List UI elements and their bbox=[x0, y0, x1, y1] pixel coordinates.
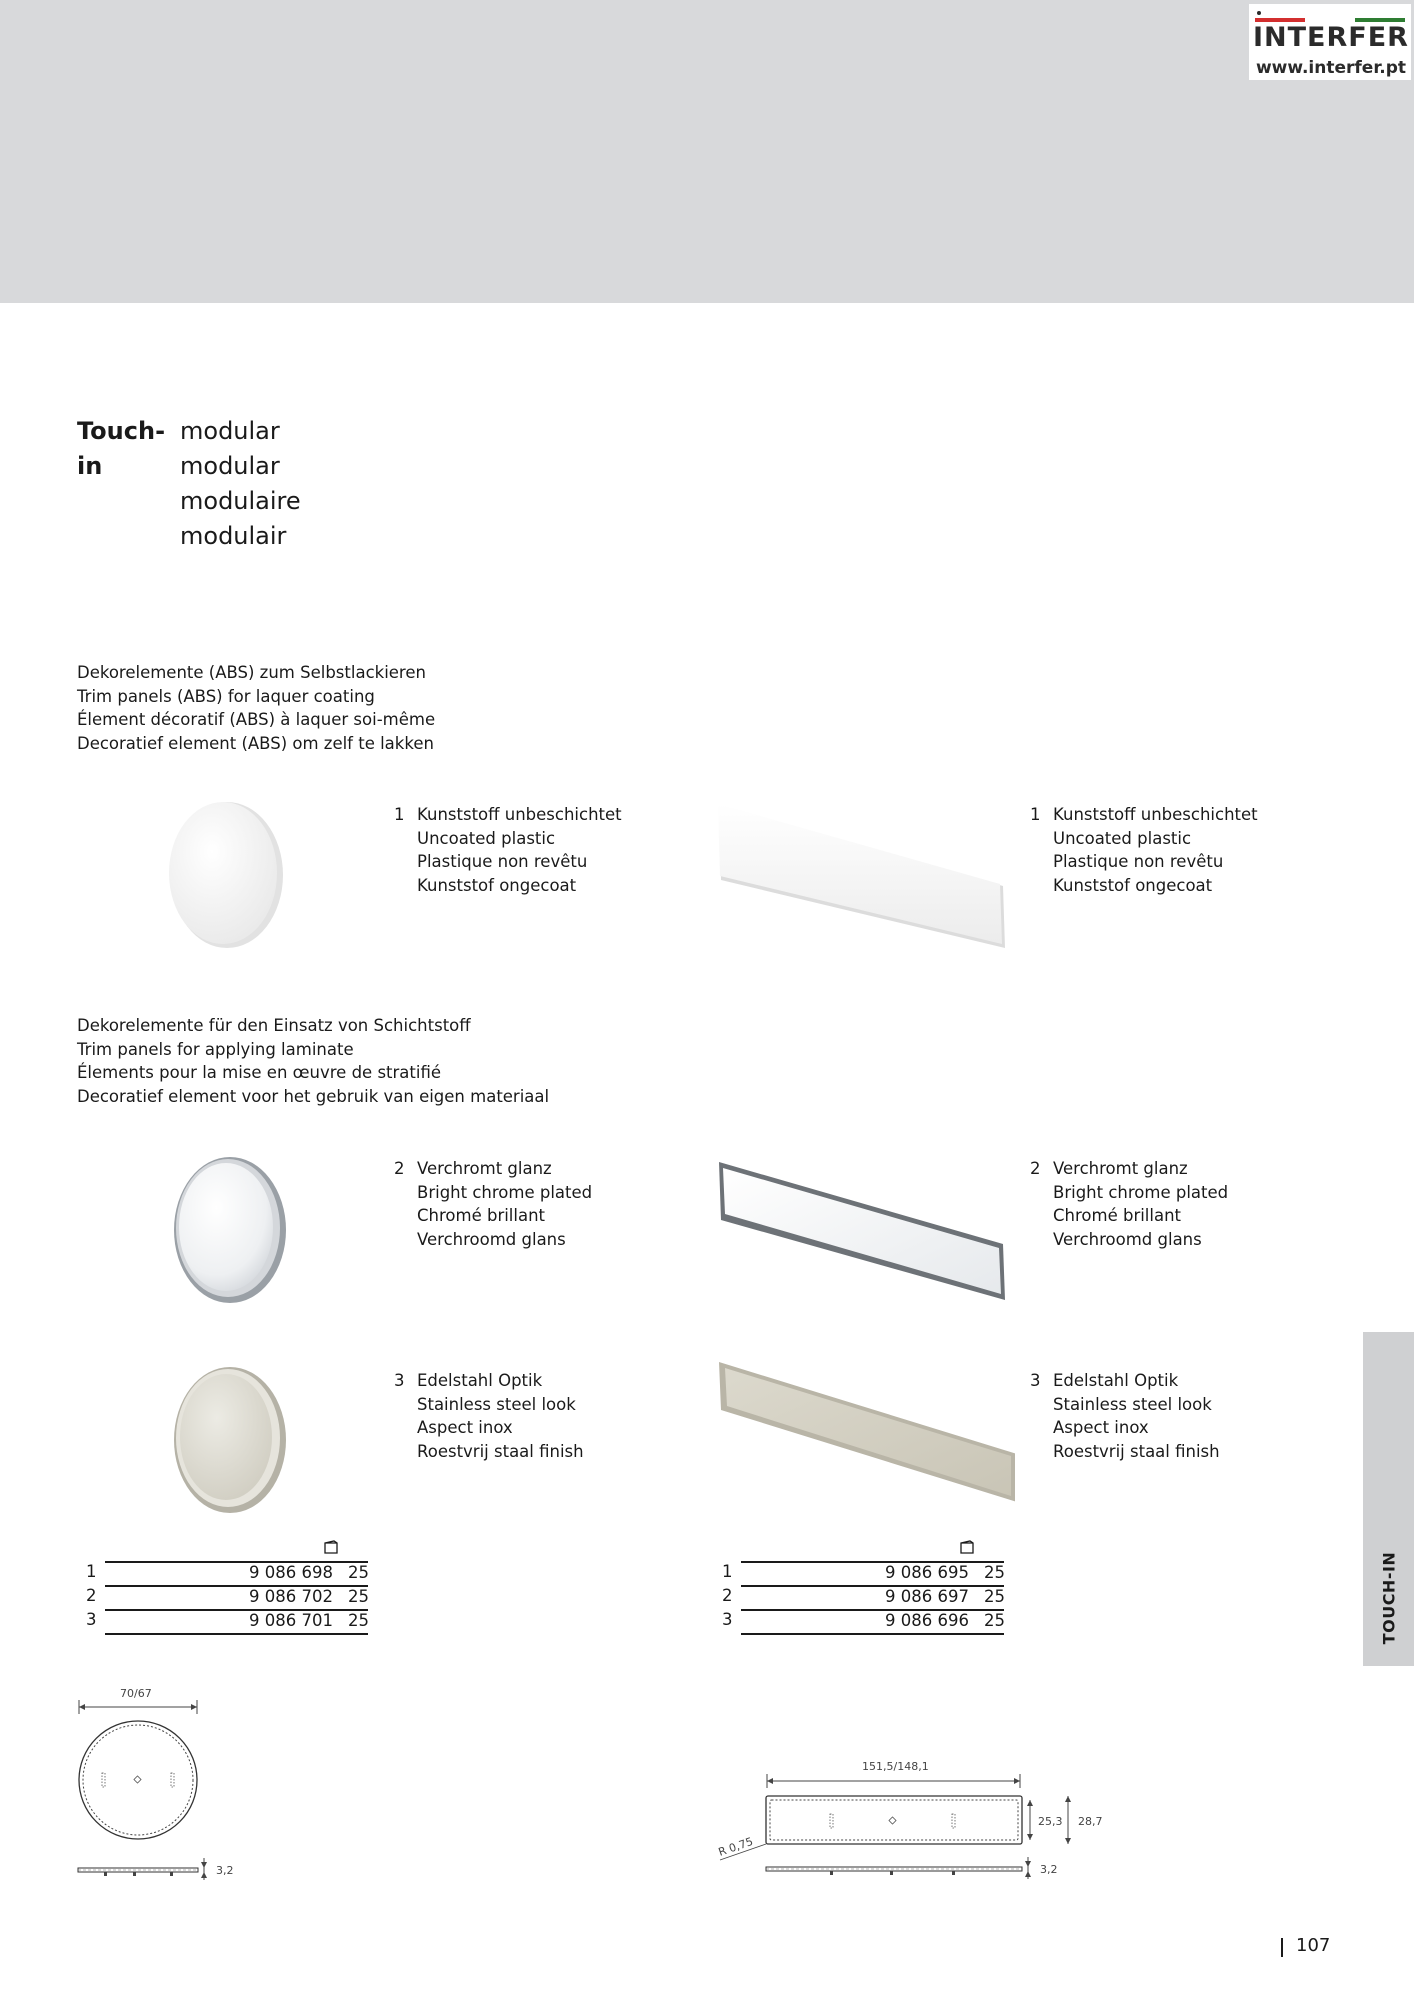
diameter-label: 70/67 bbox=[120, 1687, 152, 1700]
variant-line: Verchromt glanz bbox=[1053, 1159, 1188, 1178]
package-qty: 25 bbox=[348, 1611, 369, 1630]
radius-label: R 0,75 bbox=[716, 1834, 755, 1859]
table-row bbox=[714, 1609, 1004, 1633]
thickness-label: 3,2 bbox=[216, 1864, 234, 1877]
table-row bbox=[714, 1561, 1004, 1585]
side-tab-label: TOUCH-IN bbox=[1379, 1551, 1398, 1645]
round-chrome-image bbox=[160, 1150, 300, 1310]
package-qty: 25 bbox=[984, 1611, 1005, 1630]
variant-line: Roestvrij staal finish bbox=[417, 1442, 584, 1462]
variant-line: Kunststoff unbeschichtet bbox=[417, 805, 622, 824]
variant-line: Uncoated plastic bbox=[1053, 828, 1192, 848]
row-index: 2 bbox=[86, 1586, 97, 1605]
package-icon bbox=[959, 1538, 975, 1554]
article-number: 9 086 697 bbox=[885, 1587, 969, 1606]
round-technical-drawing bbox=[70, 1680, 250, 1885]
table-row bbox=[78, 1561, 368, 1585]
rect-chrome-image bbox=[715, 1158, 1015, 1310]
title-line: modulair bbox=[180, 522, 287, 550]
article-number: 9 086 702 bbox=[249, 1587, 333, 1606]
interfer-logo bbox=[1249, 4, 1411, 80]
section1-description bbox=[77, 661, 435, 756]
package-qty: 25 bbox=[984, 1563, 1005, 1582]
round-plastic-image bbox=[155, 795, 295, 955]
variant-line: Verchroomd glans bbox=[417, 1230, 566, 1250]
variant-line: Aspect inox bbox=[417, 1418, 513, 1438]
order-table-right bbox=[714, 1538, 1004, 1638]
title-lines bbox=[180, 414, 301, 554]
inner-height-label: 25,3 bbox=[1038, 1815, 1063, 1828]
table-rule bbox=[741, 1633, 1004, 1635]
package-qty: 25 bbox=[348, 1563, 369, 1582]
variant-line: Plastique non revêtu bbox=[1053, 852, 1224, 872]
variant-line: Chromé brillant bbox=[1053, 1206, 1182, 1226]
desc-line: Dekorelemente für den Einsatz von Schichtstoff bbox=[77, 1016, 471, 1035]
variant-number: 1 bbox=[394, 805, 405, 824]
variant-number: 3 bbox=[1030, 1371, 1041, 1390]
title-brand: Touch-in bbox=[77, 417, 166, 480]
page-number: 107 bbox=[1296, 1935, 1331, 1956]
table-row bbox=[78, 1585, 368, 1609]
variant-line: Uncoated plastic bbox=[417, 828, 556, 848]
variant-number: 1 bbox=[1030, 805, 1041, 824]
variant-line: Verchroomd glans bbox=[1053, 1230, 1202, 1250]
package-icon bbox=[323, 1538, 339, 1554]
desc-line: Élements pour la mise en œuvre de stratifié bbox=[77, 1063, 441, 1083]
header-band bbox=[0, 0, 1414, 303]
variant-line: Bright chrome plated bbox=[1053, 1182, 1229, 1202]
row-index: 2 bbox=[722, 1586, 733, 1605]
variant-line: Plastique non revêtu bbox=[417, 852, 588, 872]
table-row bbox=[78, 1609, 368, 1633]
rect-thickness-label: 3,2 bbox=[1040, 1863, 1058, 1876]
article-number: 9 086 696 bbox=[885, 1611, 969, 1630]
desc-line: Dekorelemente (ABS) zum Selbstlackieren bbox=[77, 663, 426, 682]
logo-url: www.interfer.pt bbox=[1255, 58, 1407, 78]
rect-stainless-image bbox=[715, 1358, 1015, 1510]
round-stainless-image bbox=[160, 1360, 300, 1520]
table-rule bbox=[105, 1633, 368, 1635]
variant-line: Kunststoff unbeschichtet bbox=[1053, 805, 1258, 824]
variant-number: 2 bbox=[1030, 1159, 1041, 1178]
variant-line: Chromé brillant bbox=[417, 1206, 546, 1226]
desc-line: Decoratief element voor het gebruik van eigen materiaal bbox=[77, 1087, 550, 1107]
package-qty: 25 bbox=[348, 1587, 369, 1606]
length-label: 151,5/148,1 bbox=[862, 1760, 929, 1773]
variant-line: Stainless steel look bbox=[1053, 1394, 1212, 1414]
variant-line: Edelstahl Optik bbox=[417, 1371, 543, 1390]
variant-number: 2 bbox=[394, 1159, 405, 1178]
outer-height-label: 28,7 bbox=[1078, 1815, 1103, 1828]
variant-number: 3 bbox=[394, 1371, 405, 1390]
rect-technical-drawing bbox=[712, 1752, 1112, 1887]
logo-name: INTERFER bbox=[1253, 22, 1409, 53]
variant-line: Kunststof ongecoat bbox=[1053, 876, 1213, 896]
variant-line: Roestvrij staal finish bbox=[1053, 1442, 1220, 1462]
section2-description bbox=[77, 1014, 549, 1109]
page-number-divider bbox=[1281, 1938, 1283, 1957]
side-tab-label-wrap bbox=[1363, 1332, 1414, 1666]
desc-line: Élement décoratif (ABS) à laquer soi-même bbox=[77, 710, 436, 730]
title-line: modulaire bbox=[180, 487, 301, 515]
article-number: 9 086 695 bbox=[885, 1563, 969, 1582]
row-index: 3 bbox=[86, 1610, 97, 1629]
desc-line: Trim panels (ABS) for laquer coating bbox=[77, 686, 375, 706]
title-line: modular bbox=[180, 452, 280, 480]
desc-line: Decoratief element (ABS) om zelf te lakken bbox=[77, 734, 434, 754]
variant-line: Stainless steel look bbox=[417, 1394, 576, 1414]
title-line: modular bbox=[180, 417, 280, 445]
desc-line: Trim panels for applying laminate bbox=[77, 1039, 354, 1059]
row-index: 1 bbox=[722, 1562, 733, 1581]
variant-line: Bright chrome plated bbox=[417, 1182, 593, 1202]
rect-plastic-image bbox=[715, 800, 1015, 952]
variant-line: Kunststof ongecoat bbox=[417, 876, 577, 896]
article-number: 9 086 701 bbox=[249, 1611, 333, 1630]
logo-dot bbox=[1257, 11, 1261, 15]
order-table-left bbox=[78, 1538, 368, 1638]
row-index: 1 bbox=[86, 1562, 97, 1581]
variant-line: Verchromt glanz bbox=[417, 1159, 552, 1178]
row-index: 3 bbox=[722, 1610, 733, 1629]
variant-line: Aspect inox bbox=[1053, 1418, 1149, 1438]
variant-line: Edelstahl Optik bbox=[1053, 1371, 1179, 1390]
article-number: 9 086 698 bbox=[249, 1563, 333, 1582]
table-row bbox=[714, 1585, 1004, 1609]
package-qty: 25 bbox=[984, 1587, 1005, 1606]
